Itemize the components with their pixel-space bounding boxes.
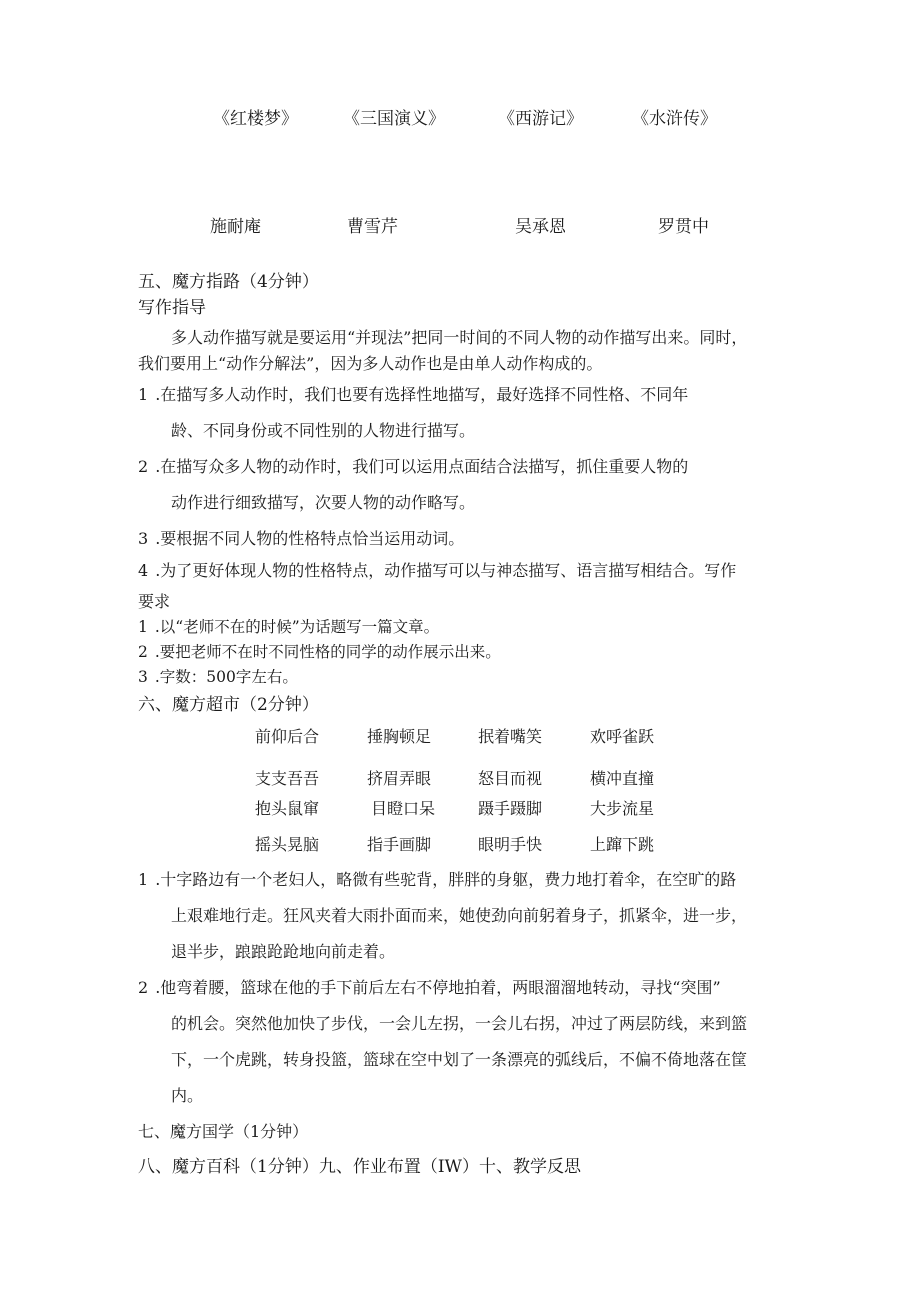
word-cell: 目瞪口呆 xyxy=(371,799,436,818)
word-cell: 欢呼雀跃 xyxy=(590,727,655,746)
author-name: 施耐庵 xyxy=(210,217,261,237)
guide-item xyxy=(138,526,464,549)
word-cell: 上蹿下跳 xyxy=(590,835,655,854)
guide-text-cont: 龄、不同身份或不同性别的人物进行描写。 xyxy=(171,421,476,440)
word-cell: 抱头鼠窜 xyxy=(255,799,320,818)
requirement-text: .以“老师不在的时候”为话题写一篇文章。 xyxy=(154,618,440,636)
guide-text: .要根据不同人物的性格特点恰当运用动词。 xyxy=(155,529,465,548)
author-name: 曹雪芹 xyxy=(347,217,398,237)
word-cell: 指手画脚 xyxy=(367,835,432,854)
word-cell: 横冲直撞 xyxy=(590,769,655,788)
word-cell: 怒目而视 xyxy=(478,769,543,788)
word-cell: 大步流星 xyxy=(590,799,655,818)
guide-text-cont: 动作进行细致描写，次要人物的动作略写。 xyxy=(171,493,476,512)
word-cell: 支支吾吾 xyxy=(255,769,320,788)
guide-item xyxy=(138,382,688,405)
example-text: .十字路边有一个老妇人，略微有些驼背，胖胖的身躯，费力地打着伞，在空旷的路 xyxy=(155,870,737,889)
word-cell: 眼明手快 xyxy=(478,835,543,854)
section5-subheading: 写作指导 xyxy=(138,298,206,318)
example-text-cont: 退半步，踉踉跄跄地向前走着。 xyxy=(171,942,396,961)
guide-number: 3 xyxy=(138,529,149,548)
word-cell: 捶胸顿足 xyxy=(367,727,432,746)
guide-item xyxy=(138,558,736,581)
requirement-number: 1 xyxy=(138,618,148,636)
word-cell: 前仰后合 xyxy=(255,727,320,746)
guide-number: 1 xyxy=(138,385,149,404)
section5-heading: 五、魔方指路（4分钟） xyxy=(138,272,319,292)
word-cell: 摇头晃脑 xyxy=(255,835,320,854)
section6-heading: 六、魔方超市（2分钟） xyxy=(138,695,319,715)
example-text-cont: 上艰难地行走。狂风夹着大雨扑面而来，她使劲向前躬着身子，抓紧伞，进一步， xyxy=(171,906,748,925)
guide-text: .在描写多人动作时，我们也要有选择性地描写，最好选择不同性格、不同年 xyxy=(155,385,689,404)
book-title: 《红楼梦》 xyxy=(213,109,298,129)
requirement-item xyxy=(138,640,501,662)
example-text: .他弯着腰，篮球在他的手下前后左右不停地拍着，两眼溜溜地转动，寻找“突围” xyxy=(155,978,721,997)
section8-heading: 八、魔方百科（1分钟）九、作业布置（IW）十、教学反思 xyxy=(138,1157,582,1177)
guide-number: 2 xyxy=(138,457,149,476)
word-cell: 蹑手蹑脚 xyxy=(478,799,543,818)
example-item xyxy=(138,867,736,890)
requirement-item xyxy=(138,615,439,637)
example-item xyxy=(138,975,721,998)
book-title: 《水浒传》 xyxy=(632,109,717,129)
word-cell: 挤眉弄眼 xyxy=(367,769,432,788)
guide-text: .为了更好体现人物的性格特点，动作描写可以与神态描写、语言描写相结合。写作 xyxy=(155,561,737,580)
intro-line: 多人动作描写就是要运用“并现法”把同一时间的不同人物的动作描写出来。同时， xyxy=(171,328,748,347)
requirement-number: 3 xyxy=(138,668,148,686)
requirement-number: 2 xyxy=(138,643,148,661)
guide-text: .在描写众多人物的动作时，我们可以运用点面结合法描写，抓住重要人物的 xyxy=(155,457,689,476)
author-name: 罗贯中 xyxy=(658,217,709,237)
example-text-cont: 下，一个虎跳，转身投篮，篮球在空中划了一条漂亮的弧线后，不偏不倚地落在筐 xyxy=(171,1050,748,1069)
section7-heading: 七、魔方国学（1分钟） xyxy=(138,1122,309,1141)
example-number: 1 xyxy=(138,870,149,889)
requirement-text: .字数：500字左右。 xyxy=(154,668,298,686)
guide-text-cont: 要求 xyxy=(138,592,171,611)
requirement-item xyxy=(138,665,298,687)
intro-line: 我们要用上“动作分解法”，因为多人动作也是由单人动作构成的。 xyxy=(138,354,603,373)
word-cell: 抿着嘴笑 xyxy=(478,727,543,746)
example-number: 2 xyxy=(138,978,149,997)
example-text-cont: 的机会。突然他加快了步伐，一会儿左拐，一会儿右拐，冲过了两层防线，来到篮 xyxy=(171,1014,748,1033)
book-title: 《三国演义》 xyxy=(343,109,445,129)
author-name: 吴承恩 xyxy=(515,217,566,237)
book-title: 《西游记》 xyxy=(498,109,583,129)
requirement-text: .要把老师不在时不同性格的同学的动作展示出来。 xyxy=(154,643,501,661)
example-text-cont: 内。 xyxy=(171,1086,204,1105)
guide-number: 4 xyxy=(138,561,149,580)
guide-item xyxy=(138,454,688,477)
